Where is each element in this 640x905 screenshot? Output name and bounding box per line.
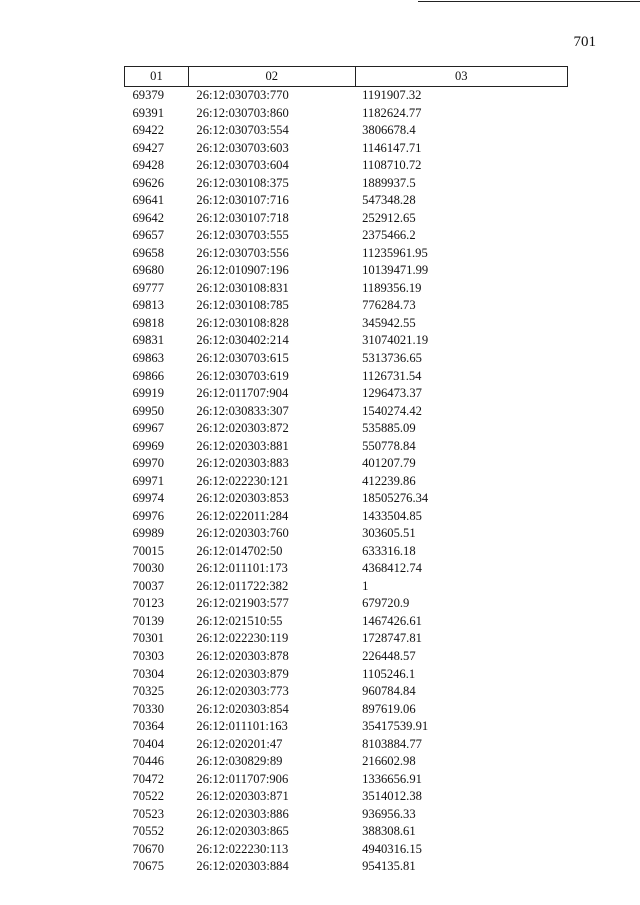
cell-value: 1: [362, 578, 369, 593]
table-row: [125, 140, 568, 158]
cell-cadastral-number: 26:12:030108:828: [196, 315, 289, 330]
cell-cadastral-number: 26:12:030703:556: [196, 245, 289, 260]
table-row: [125, 823, 568, 841]
cell-value: 1433504.85: [362, 508, 422, 523]
cell-id: 69422: [132, 123, 164, 138]
cell-value: 31074021.19: [362, 333, 429, 348]
table-row: [125, 122, 568, 140]
table-row: [125, 771, 568, 789]
cell-value: 954135.81: [362, 859, 416, 874]
cell-id: 70364: [132, 719, 164, 734]
cell-id: 69866: [132, 368, 164, 383]
cell-cadastral-number: 26:12:020303:872: [196, 421, 289, 436]
cell-id: 70325: [132, 684, 164, 699]
cell-cadastral-number: 26:12:030703:860: [196, 105, 289, 120]
cell-id: 69657: [132, 228, 164, 243]
table-row: [125, 175, 568, 193]
cell-value: 4940316.15: [362, 841, 422, 856]
table-row: [125, 192, 568, 210]
cell-value: 3514012.38: [362, 789, 422, 804]
column-header-01: 01: [125, 67, 189, 87]
cell-id: 69427: [132, 140, 164, 155]
table-row: [125, 736, 568, 754]
cell-cadastral-number: 26:12:011101:173: [196, 561, 288, 576]
table-row: [125, 666, 568, 684]
cell-value: 35417539.91: [362, 719, 429, 734]
cell-cadastral-number: 26:12:020201:47: [196, 736, 283, 751]
cell-value: 897619.06: [362, 701, 416, 716]
cell-cadastral-number: 26:12:020303:865: [196, 824, 289, 839]
cell-cadastral-number: 26:12:030703:770: [196, 88, 289, 102]
cell-cadastral-number: 26:12:022011:284: [196, 508, 289, 523]
table-row: [125, 473, 568, 491]
cell-cadastral-number: 26:12:022230:119: [196, 631, 289, 646]
cell-id: 69391: [132, 105, 164, 120]
table-row: [125, 806, 568, 824]
table-row: [125, 280, 568, 298]
cell-id: 70037: [132, 578, 164, 593]
cell-value: 1728747.81: [362, 631, 422, 646]
cell-value: 3806678.4: [362, 123, 416, 138]
header-row: [125, 67, 568, 87]
cell-value: 550778.84: [362, 438, 416, 453]
cell-id: 70552: [132, 824, 164, 839]
cell-id: 70015: [132, 543, 164, 558]
cell-value: 960784.84: [362, 684, 416, 699]
cell-value: 1189356.19: [362, 280, 422, 295]
cell-cadastral-number: 26:12:020303:773: [196, 684, 289, 699]
table-row: [125, 350, 568, 368]
cell-cadastral-number: 26:12:021510:55: [196, 613, 283, 628]
cell-id: 70670: [132, 841, 164, 856]
table-row: [125, 701, 568, 719]
cell-id: 69971: [132, 473, 164, 488]
table-row: [125, 841, 568, 859]
cell-value: 1108710.72: [362, 158, 422, 173]
cell-value: 1296473.37: [362, 386, 422, 401]
cell-value: 401207.79: [362, 456, 416, 471]
cell-id: 70123: [132, 596, 164, 611]
table-row: [125, 578, 568, 596]
cell-cadastral-number: 26:12:030703:603: [196, 140, 289, 155]
table-row: [125, 613, 568, 631]
cell-cadastral-number: 26:12:021903:577: [196, 596, 289, 611]
cell-cadastral-number: 26:12:020303:878: [196, 649, 289, 663]
cell-value: 8103884.77: [362, 736, 422, 751]
cell-value: 1467426.61: [362, 613, 422, 628]
cell-value: 1336656.91: [362, 771, 422, 786]
cell-id: 69919: [132, 386, 164, 401]
table-row: [125, 315, 568, 333]
table-row: [125, 332, 568, 350]
page-number: 701: [573, 34, 596, 50]
table-row: [125, 683, 568, 701]
cell-cadastral-number: 26:12:030833:307: [196, 403, 289, 418]
cell-cadastral-number: 26:12:030829:89: [196, 754, 283, 769]
cell-cadastral-number: 26:12:030108:375: [196, 175, 289, 190]
cell-cadastral-number: 26:12:011722:382: [196, 578, 289, 593]
table-row: [125, 560, 568, 578]
cell-cadastral-number: 26:12:030703:619: [196, 368, 289, 383]
cell-cadastral-number: 26:12:030703:555: [196, 228, 289, 243]
table-row: [125, 858, 568, 876]
cell-id: 70446: [132, 754, 164, 769]
table-row: [125, 420, 568, 438]
cell-value: 1889937.5: [362, 175, 416, 190]
table-row: [125, 508, 568, 526]
cell-cadastral-number: 26:12:020303:883: [196, 456, 289, 471]
table-row: [125, 245, 568, 263]
cell-id: 69818: [132, 315, 164, 330]
cell-id: 70330: [132, 701, 164, 716]
cell-id: 69831: [132, 333, 164, 348]
table-body: [125, 87, 568, 876]
cell-value: 10139471.99: [362, 263, 429, 278]
cell-id: 69626: [132, 175, 164, 190]
cell-value: 776284.73: [362, 298, 416, 313]
table-row: [125, 753, 568, 771]
cell-cadastral-number: 26:12:011101:163: [196, 719, 288, 734]
cell-value: 1540274.42: [362, 403, 422, 418]
cell-id: 70139: [132, 613, 164, 628]
cell-id: 70303: [132, 649, 164, 663]
cell-cadastral-number: 26:12:030107:718: [196, 210, 289, 225]
cell-id: 70523: [132, 806, 164, 821]
cell-id: 69428: [132, 158, 164, 173]
cell-cadastral-number: 26:12:020303:853: [196, 491, 289, 506]
cell-cadastral-number: 26:12:030703:604: [196, 158, 289, 173]
table-row: [125, 87, 568, 105]
cell-value: 11235961.95: [362, 245, 428, 260]
data-table: [124, 66, 568, 876]
cell-cadastral-number: 26:12:030108:831: [196, 280, 289, 295]
cell-value: 345942.55: [362, 315, 416, 330]
table-row: [125, 262, 568, 280]
cell-id: 69950: [132, 403, 164, 418]
cell-value: 1105246.1: [362, 666, 416, 681]
cell-id: 69974: [132, 491, 164, 506]
cell-value: 1191907.32: [362, 88, 422, 102]
cell-id: 69641: [132, 193, 164, 208]
table-row: [125, 525, 568, 543]
cell-cadastral-number: 26:12:030107:716: [196, 193, 289, 208]
cell-cadastral-number: 26:12:011707:904: [196, 386, 289, 401]
cell-cadastral-number: 26:12:011707:906: [196, 771, 289, 786]
cell-id: 69970: [132, 456, 164, 471]
cell-cadastral-number: 26:12:030703:615: [196, 350, 289, 365]
cell-cadastral-number: 26:12:010907:196: [196, 263, 289, 278]
cell-value: 5313736.65: [362, 350, 422, 365]
cell-cadastral-number: 26:12:022230:121: [196, 473, 289, 488]
cell-cadastral-number: 26:12:020303:871: [196, 789, 289, 804]
table-row: [125, 105, 568, 123]
cell-id: 69680: [132, 263, 164, 278]
top-rule: [418, 1, 640, 2]
cell-value: 18505276.34: [362, 491, 429, 506]
table-row: [125, 455, 568, 473]
cell-id: 69863: [132, 350, 164, 365]
table-row: [125, 630, 568, 648]
table-header: [125, 67, 568, 87]
cell-id: 69969: [132, 438, 164, 453]
cell-value: 936956.33: [362, 806, 416, 821]
cell-cadastral-number: 26:12:020303:886: [196, 806, 289, 821]
column-header-02: 02: [188, 67, 355, 87]
table-row: [125, 297, 568, 315]
table-row: [125, 403, 568, 421]
cell-id: 70030: [132, 561, 164, 576]
cell-value: 1182624.77: [362, 105, 422, 120]
cell-cadastral-number: 26:12:020303:879: [196, 666, 289, 681]
table-row: [125, 788, 568, 806]
table-row: [125, 438, 568, 456]
cell-value: 388308.61: [362, 824, 416, 839]
cell-id: 70404: [132, 736, 164, 751]
cell-id: 69989: [132, 526, 164, 541]
cell-id: 70522: [132, 789, 164, 804]
cell-cadastral-number: 26:12:020303:854: [196, 701, 289, 716]
cell-value: 535885.09: [362, 421, 416, 436]
cell-id: 69813: [132, 298, 164, 313]
cell-id: 70304: [132, 666, 164, 681]
cell-cadastral-number: 26:12:014702:50: [196, 543, 283, 558]
cell-id: 70472: [132, 771, 164, 786]
column-header-03: 03: [355, 67, 567, 87]
cell-cadastral-number: 26:12:020303:884: [196, 859, 289, 874]
cell-value: 226448.57: [362, 649, 416, 663]
cell-value: 679720.9: [362, 596, 410, 611]
table-row: [125, 227, 568, 245]
table-row: [125, 718, 568, 736]
cell-id: 70301: [132, 631, 164, 646]
table-row: [125, 543, 568, 561]
data-table-container: [124, 66, 568, 876]
table-row: [125, 368, 568, 386]
cell-cadastral-number: 26:12:020303:881: [196, 438, 289, 453]
table-row: [125, 210, 568, 228]
cell-id: 69642: [132, 210, 164, 225]
cell-value: 412239.86: [362, 473, 416, 488]
cell-value: 303605.51: [362, 526, 416, 541]
cell-value: 2375466.2: [362, 228, 416, 243]
cell-cadastral-number: 26:12:030108:785: [196, 298, 289, 313]
cell-cadastral-number: 26:12:020303:760: [196, 526, 289, 541]
table-row: [125, 385, 568, 403]
cell-id: 69967: [132, 421, 164, 436]
cell-id: 69777: [132, 280, 164, 295]
cell-value: 252912.65: [362, 210, 416, 225]
cell-id: 70675: [132, 859, 164, 874]
cell-id: 69658: [132, 245, 164, 260]
table-row: [125, 490, 568, 508]
cell-id: 69976: [132, 508, 164, 523]
cell-cadastral-number: 26:12:022230:113: [196, 841, 289, 856]
cell-value: 4368412.74: [362, 561, 422, 576]
table-row: [125, 595, 568, 613]
cell-value: 547348.28: [362, 193, 416, 208]
cell-cadastral-number: 26:12:030703:554: [196, 123, 289, 138]
cell-cadastral-number: 26:12:030402:214: [196, 333, 289, 348]
cell-value: 1126731.54: [362, 368, 422, 383]
cell-value: 633316.18: [362, 543, 416, 558]
table-row: [125, 157, 568, 175]
cell-value: 1146147.71: [362, 140, 422, 155]
cell-id: 69379: [132, 88, 164, 102]
table-row: [125, 648, 568, 666]
cell-value: 216602.98: [362, 754, 416, 769]
